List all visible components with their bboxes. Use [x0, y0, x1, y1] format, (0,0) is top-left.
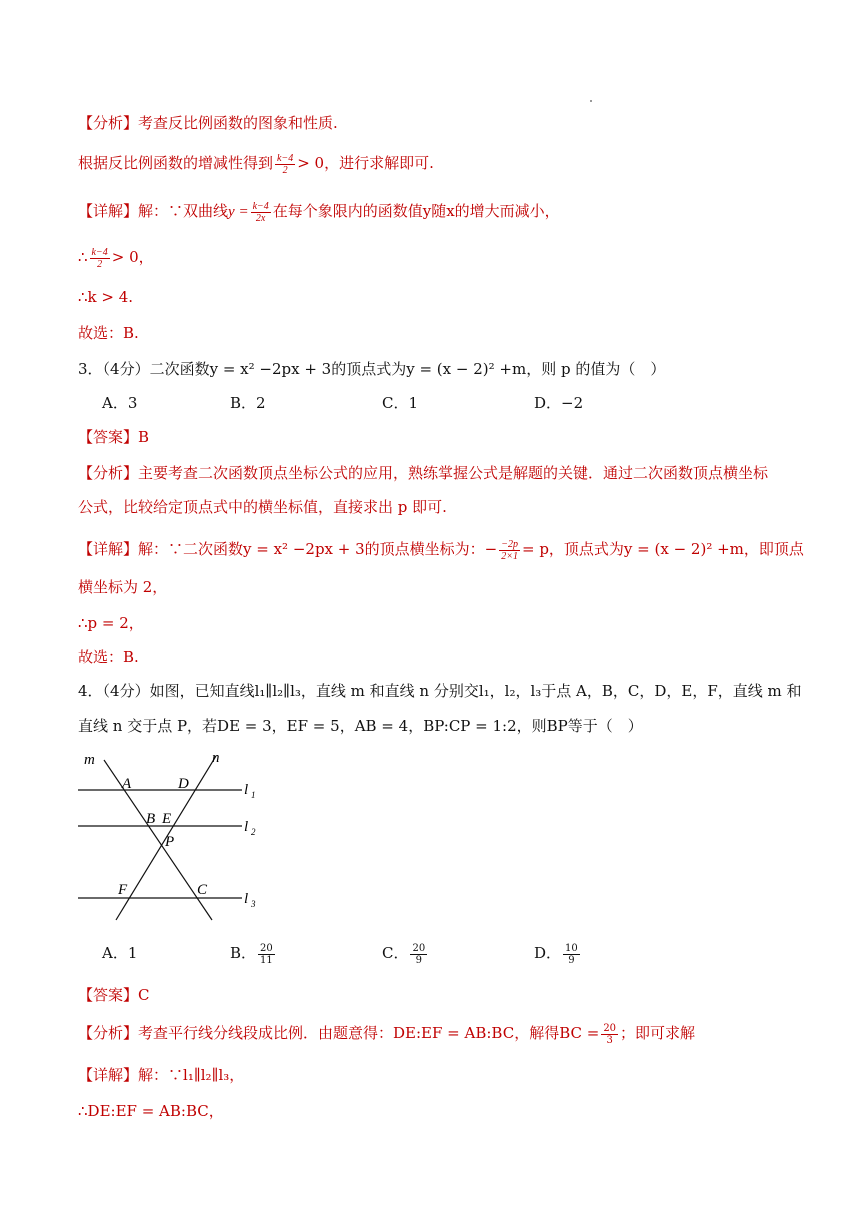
q3-option-a: A．3	[102, 394, 138, 412]
label-d: D	[178, 776, 189, 792]
label-b: B	[146, 811, 156, 827]
fraction: $\frac{k-4}{2}$	[91, 246, 108, 270]
label-l1-sub: 1	[251, 790, 256, 800]
label-l2: l	[244, 819, 249, 835]
q3-detail-2: 横坐标为 2，	[78, 578, 168, 596]
q3-option-c: C．1	[382, 394, 419, 412]
q3-analysis-1: 【分析】主要考查二次函数顶点坐标公式的应用，熟练掌握公式是解题的关键．通过二次函数顶点横坐标	[78, 464, 769, 482]
label-n: n	[212, 750, 220, 766]
q3-option-b: B．2	[230, 394, 266, 412]
q4-step1: ∴DE:EF = AB:BC，	[78, 1102, 224, 1120]
q3-choice: 故选：B.	[78, 648, 139, 666]
q4-analysis: 【分析】考查平行线分线段成比例．由题意得：DE:EF = AB:BC，解得BC = $\frac{20}{3}$ ；即可求解	[78, 1022, 696, 1046]
label-p: P	[165, 834, 175, 850]
label-m: m	[84, 752, 95, 768]
label-l1: l	[244, 782, 249, 798]
q3-option-d: D．−2	[534, 394, 584, 412]
label-l3-sub: 3	[251, 899, 256, 909]
label-c: C	[197, 882, 208, 898]
label-f: F	[118, 882, 128, 898]
q4-option-b: B． $\frac{20}{11}$	[230, 942, 273, 966]
fraction: $\frac{k-4}{2}$	[277, 152, 294, 176]
label-l2-sub: 2	[251, 827, 256, 837]
fraction: $\frac{k-4}{2x}$	[252, 200, 269, 224]
q3-stem: 3．（4分）二次函数y = x² −2px + 3的顶点式为y = (x − 2)² +m，则 p 的值为（ ）	[78, 360, 666, 378]
q4-detail: 【详解】解：∵l₁∥l₂∥l₃，	[78, 1066, 245, 1084]
q2-step1: ∴ $\frac{k-4}{2}$ > 0，	[78, 246, 154, 270]
q3-answer: 【答案】B	[78, 428, 150, 446]
label-e: E	[162, 811, 172, 827]
label-l3: l	[244, 891, 249, 907]
q4-option-d: D． $\frac{10}{9}$	[534, 942, 578, 966]
q2-basis: 根据反比例函数的增减性得到 $\frac{k-4}{2}$ > 0，进行求解即可.	[78, 152, 434, 176]
q2-detail: 【详解】解：∵双曲线y = $\frac{k-4}{2x}$ 在每个象限内的函数值y随x的增大而减小，	[78, 200, 560, 224]
label-a: A	[122, 776, 132, 792]
q2-analysis: 【分析】考查反比例函数的图象和性质.	[78, 114, 338, 132]
q4-option-c: C． $\frac{20}{9}$	[382, 942, 426, 966]
q3-detail: 【详解】解：∵二次函数y = x² −2px + 3的顶点横坐标为：− $\frac{-2p}{2\times 1}$ = p，顶点式为y = (x − 2)² +m，即顶点	[78, 538, 804, 562]
q4-answer: 【答案】C	[78, 986, 150, 1004]
q4-option-a: A．1	[102, 944, 138, 962]
q4-stem-2: 直线 n 交于点 P，若DE = 3，EF = 5，AB = 4，BP:CP = 1:2，则BP等于（ ）	[78, 717, 643, 735]
fraction: $\frac{20}{3}$	[603, 1022, 617, 1046]
q2-choice: 故选：B.	[78, 324, 139, 342]
parallel-lines-figure	[76, 748, 276, 928]
q2-step2: ∴k > 4.	[78, 288, 134, 306]
q4-stem-1: 4．（4分）如图，已知直线l₁∥l₂∥l₃，直线 m 和直线 n 分别交l₁，l₂，l₃于点 A，B，C，D，E，F，直线 m 和	[78, 682, 802, 700]
q3-analysis-2: 公式，比较给定顶点式中的横坐标值，直接求出 p 即可.	[78, 498, 447, 516]
stray-dot	[590, 100, 592, 102]
q3-step1: ∴p = 2，	[78, 614, 144, 632]
fraction: $\frac{-2p}{2\times 1}$	[501, 538, 518, 562]
